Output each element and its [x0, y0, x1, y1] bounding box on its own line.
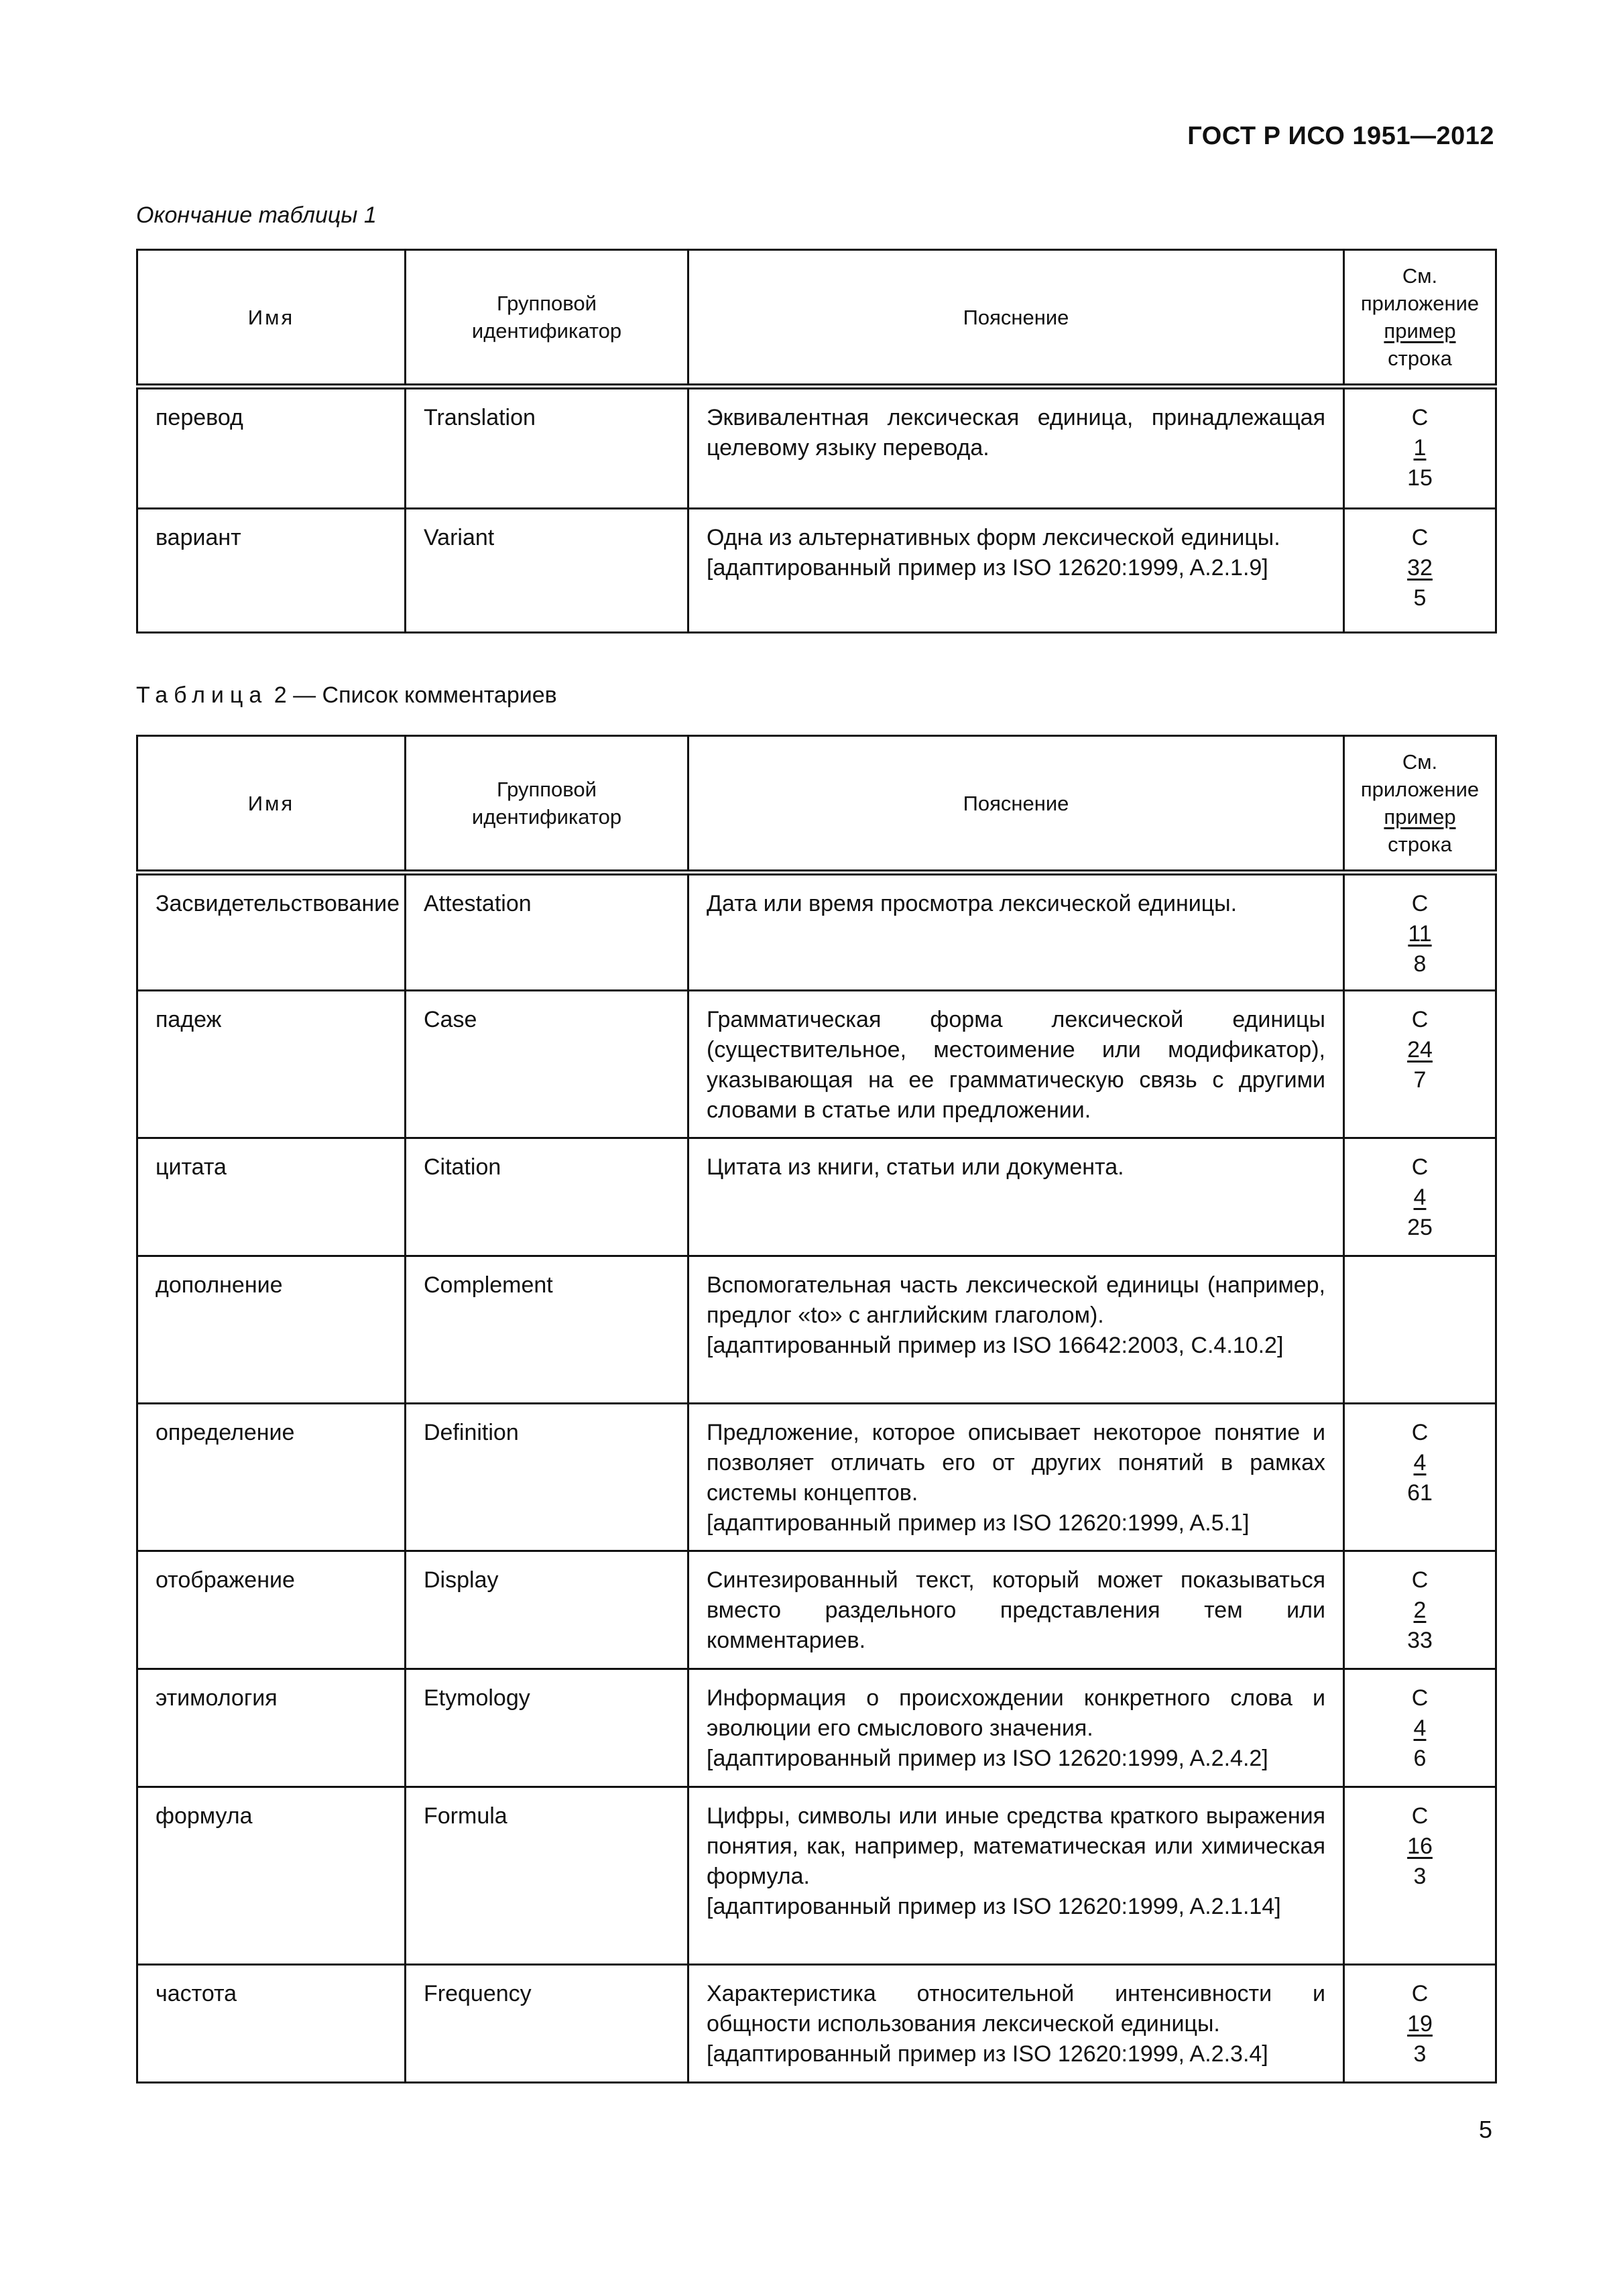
- cell-group-id: Etymology: [406, 1669, 688, 1787]
- cell-description: [688, 1256, 1344, 1404]
- reference-annex: C: [1411, 1567, 1429, 1593]
- table-row: [137, 387, 1496, 509]
- table-row: [137, 1965, 1496, 2083]
- cell-name: цитата: [137, 1138, 406, 1256]
- reference-line: 61: [1407, 1480, 1433, 1506]
- description-source: [адаптированный пример из ISO 12620:1999, A.5.1]: [707, 1510, 1250, 1536]
- description-source: [адаптированный пример из ISO 16642:2003, C.4.10.2]: [707, 1333, 1284, 1358]
- cell-group-id: Formula: [406, 1787, 688, 1965]
- reference-example: 4: [1413, 1185, 1427, 1210]
- reference-annex: C: [1411, 1154, 1429, 1180]
- table2-caption: Таблица 2 — Список комментариев: [136, 682, 557, 708]
- cell-name: Засвидетельствование: [137, 873, 406, 991]
- column-header-reference: См. приложение пример строка: [1344, 250, 1496, 387]
- reference-line: 25: [1407, 1215, 1433, 1240]
- cell-description: [688, 1551, 1344, 1669]
- description-text: Одна из альтернативных форм лексической единицы.: [707, 525, 1280, 550]
- table-row: [137, 1669, 1496, 1787]
- reference-example: 19: [1407, 2011, 1433, 2037]
- cell-description: [688, 509, 1344, 633]
- reference-line: 3: [1413, 1864, 1427, 1889]
- reference-annex: C: [1411, 525, 1429, 550]
- table-row: [137, 1551, 1496, 1669]
- reference-line: 5: [1413, 585, 1427, 611]
- table-row: [137, 1256, 1496, 1404]
- document-header: ГОСТ Р ИСО 1951—2012: [1187, 122, 1494, 150]
- reference-example: 2: [1413, 1597, 1427, 1623]
- cell-group-id: Display: [406, 1551, 688, 1669]
- description-text: Информация о происхождении конкретного слова и эволюции его смыслового значения.: [707, 1685, 1325, 1741]
- description-text: Вспомогательная часть лексической единицы (например, предлог «to» с английским глаголом).: [707, 1272, 1325, 1328]
- description-text: Характеристика относительной интенсивности и общности использования лексической единицы.: [707, 1981, 1325, 2037]
- column-header-name: Имя: [137, 250, 406, 387]
- cell-name: этимология: [137, 1669, 406, 1787]
- cell-group-id: Citation: [406, 1138, 688, 1256]
- description-text: Предложение, которое описывает некоторое понятие и позволяет отличать его от других понятий в рамках системы концептов.: [707, 1420, 1325, 1506]
- reference-annex: C: [1411, 405, 1429, 430]
- description-text: Эквивалентная лексическая единица, принадлежащая целевому языку перевода.: [707, 405, 1325, 461]
- reference-annex: C: [1411, 1981, 1429, 2006]
- page-number: 5: [1478, 2116, 1492, 2143]
- reference-line: 33: [1407, 1628, 1433, 1653]
- reference-example: 1: [1413, 435, 1427, 461]
- cell-reference: [1344, 1256, 1496, 1404]
- cell-reference: [1344, 509, 1496, 633]
- cell-description: [688, 387, 1344, 509]
- table-1: [136, 249, 1497, 633]
- reference-line: 6: [1413, 1746, 1427, 1771]
- reference-annex: C: [1411, 1420, 1429, 1445]
- description-source: [адаптированный пример из ISO 12620:1999, A.2.4.2]: [707, 1746, 1268, 1771]
- reference-annex: C: [1411, 1685, 1429, 1711]
- cell-reference: [1344, 1965, 1496, 2083]
- column-header-group-id: Групповой идентификатор: [406, 250, 688, 387]
- cell-group-id: Definition: [406, 1404, 688, 1551]
- cell-group-id: Case: [406, 991, 688, 1138]
- table-row: [137, 873, 1496, 991]
- table-row: [137, 1787, 1496, 1965]
- column-header-description: Пояснение: [688, 736, 1344, 873]
- description-text: Синтезированный текст, который может показываться вместо раздельного представления тем или комментариев.: [707, 1567, 1325, 1653]
- cell-name: дополнение: [137, 1256, 406, 1404]
- table-row: [137, 1138, 1496, 1256]
- cell-reference: [1344, 1138, 1496, 1256]
- column-header-reference: См. приложение пример строка: [1344, 736, 1496, 873]
- table-header-row: [137, 736, 1496, 873]
- cell-name: частота: [137, 1965, 406, 2083]
- reference-example: 32: [1407, 555, 1433, 581]
- reference-line: 3: [1413, 2041, 1427, 2067]
- cell-name: вариант: [137, 509, 406, 633]
- cell-description: [688, 873, 1344, 991]
- description-source: [адаптированный пример из ISO 12620:1999, A.2.1.14]: [707, 1894, 1281, 1919]
- reference-annex: C: [1411, 1803, 1429, 1829]
- column-header-name: Имя: [137, 736, 406, 873]
- description-source: [адаптированный пример из ISO 12620:1999, A.2.3.4]: [707, 2041, 1268, 2067]
- cell-reference: [1344, 991, 1496, 1138]
- cell-reference: [1344, 1787, 1496, 1965]
- table-row: [137, 1404, 1496, 1551]
- description-text: Цифры, символы или иные средства краткого выражения понятия, как, например, математическая или химическая формула.: [707, 1803, 1325, 1889]
- cell-reference: [1344, 387, 1496, 509]
- reference-line: 15: [1407, 465, 1433, 491]
- cell-name: отображение: [137, 1551, 406, 1669]
- table1-caption: Окончание таблицы 1: [136, 202, 377, 228]
- cell-group-id: Attestation: [406, 873, 688, 991]
- table-header-row: [137, 250, 1496, 387]
- description-text: Грамматическая форма лексической единицы (существительное, местоимение или модификатор), указывающая на ее грамматическую связь с другими словами в статье или предложении.: [707, 1007, 1325, 1123]
- cell-name: определение: [137, 1404, 406, 1551]
- cell-description: [688, 1787, 1344, 1965]
- cell-description: [688, 991, 1344, 1138]
- cell-group-id: Variant: [406, 509, 688, 633]
- cell-reference: [1344, 873, 1496, 991]
- description-text: Цитата из книги, статьи или документа.: [707, 1154, 1124, 1180]
- cell-reference: [1344, 1551, 1496, 1669]
- cell-name: формула: [137, 1787, 406, 1965]
- reference-line: 7: [1413, 1067, 1427, 1093]
- reference-example: 24: [1407, 1037, 1433, 1063]
- cell-description: [688, 1669, 1344, 1787]
- cell-description: [688, 1138, 1344, 1256]
- cell-name: перевод: [137, 387, 406, 509]
- reference-annex: C: [1411, 891, 1429, 916]
- cell-description: [688, 1965, 1344, 2083]
- cell-description: [688, 1404, 1344, 1551]
- column-header-group-id: Групповой идентификатор: [406, 736, 688, 873]
- reference-example: 11: [1408, 921, 1432, 947]
- table-2: [136, 735, 1497, 2083]
- cell-group-id: Frequency: [406, 1965, 688, 2083]
- reference-line: 8: [1413, 951, 1427, 977]
- table-row: [137, 991, 1496, 1138]
- reference-annex: C: [1411, 1007, 1429, 1032]
- description-text: Дата или время просмотра лексической единицы.: [707, 891, 1238, 916]
- cell-group-id: Translation: [406, 387, 688, 509]
- cell-reference: [1344, 1669, 1496, 1787]
- description-source: [адаптированный пример из ISO 12620:1999, A.2.1.9]: [707, 555, 1268, 581]
- reference-example: 4: [1413, 1715, 1427, 1741]
- table-row: [137, 509, 1496, 633]
- reference-example: 16: [1407, 1833, 1433, 1859]
- reference-example: 4: [1413, 1450, 1427, 1475]
- cell-group-id: Complement: [406, 1256, 688, 1404]
- cell-reference: [1344, 1404, 1496, 1551]
- column-header-description: Пояснение: [688, 250, 1344, 387]
- cell-name: падеж: [137, 991, 406, 1138]
